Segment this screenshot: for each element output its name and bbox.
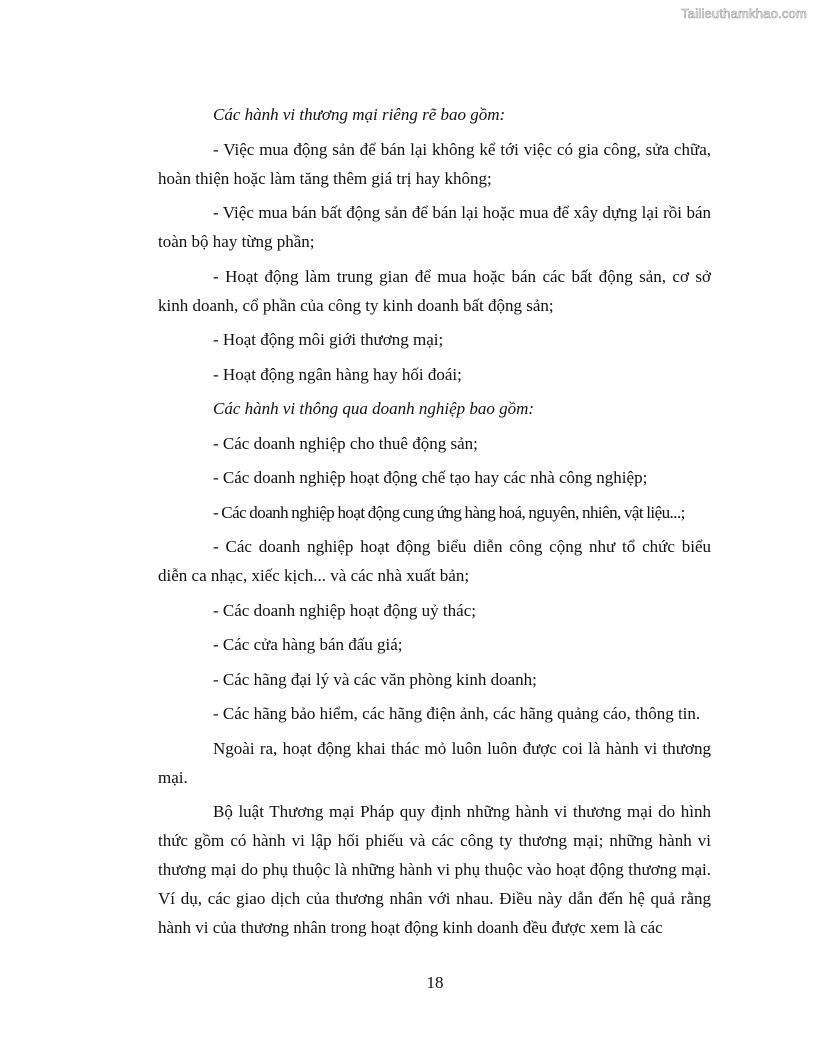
list-item: - Các doanh nghiệp hoạt động uỷ thác; — [213, 600, 476, 620]
list-item: - Các doanh nghiệp hoạt động biểu diễn công cộng như tổ chức biểu diễn ca nhạc, xiếc kịch... và các nhà xuất bản; — [158, 537, 711, 585]
list-item: - Các hãng bảo hiểm, các hãng điện ảnh, các hãng quảng cáo, thông tin. — [213, 704, 701, 723]
watermark: Tailieuthamkhao.com — [681, 6, 807, 21]
list-item: - Các doanh nghiệp hoạt động chế tạo hay các nhà công nghiệp; — [213, 468, 648, 487]
section-heading-separate-acts: Các hành vi thương mại riêng rẽ bao gồm: — [213, 105, 506, 124]
body-paragraph: Bộ luật Thương mại Pháp quy định những hành vi thương mại do hình thức gồm có hành vi lập hối phiếu và các công ty thương mại; những hành vi thương mại do phụ thuộc là những hành vi phụ thuộc vào hoạt động thương mại. Ví dụ, các giao dịch của thương nhân với nhau. Điều này dẫn đến hệ quả rằng hành vi của thương nhân trong hoạt động kinh doanh đều được xem là các — [158, 802, 711, 937]
list-item: - Việc mua động sản để bán lại không kể tới việc có gia công, sửa chữa, hoàn thiện hoặc làm tăng thêm giá trị hay không; — [158, 139, 711, 188]
list-item: - Hoạt động ngân hàng hay hối đoái; — [213, 364, 462, 384]
list-item: - Hoạt động môi giới thương mại; — [213, 330, 444, 349]
list-item: - Hoạt động làm trung gian để mua hoặc bán các bất động sản, cơ sở kinh doanh, cổ phần của công ty kinh doanh bất động sản; — [158, 266, 711, 315]
list-item: - Các doanh nghiệp hoạt động cung ứng hàng hoá, nguyên, nhiên, vật liệu...; — [213, 502, 685, 522]
page-number: 18 — [426, 973, 444, 992]
list-item: - Các doanh nghiệp cho thuê động sản; — [213, 433, 478, 453]
document-body — [158, 100, 711, 942]
list-item: - Các cửa hàng bán đấu giá; — [213, 635, 403, 654]
body-paragraph: Ngoài ra, hoạt động khai thác mỏ luôn luôn được coi là hành vi thương mại. — [158, 738, 711, 787]
list-item: - Việc mua bán bất động sản để bán lại hoặc mua để xây dựng lại rồi bán toàn bộ hay từng phần; — [158, 203, 711, 251]
section-heading-enterprise-acts: Các hành vi thông qua doanh nghiệp bao gồm: — [213, 399, 535, 418]
list-item: - Các hãng đại lý và các văn phòng kinh doanh; — [213, 669, 537, 689]
